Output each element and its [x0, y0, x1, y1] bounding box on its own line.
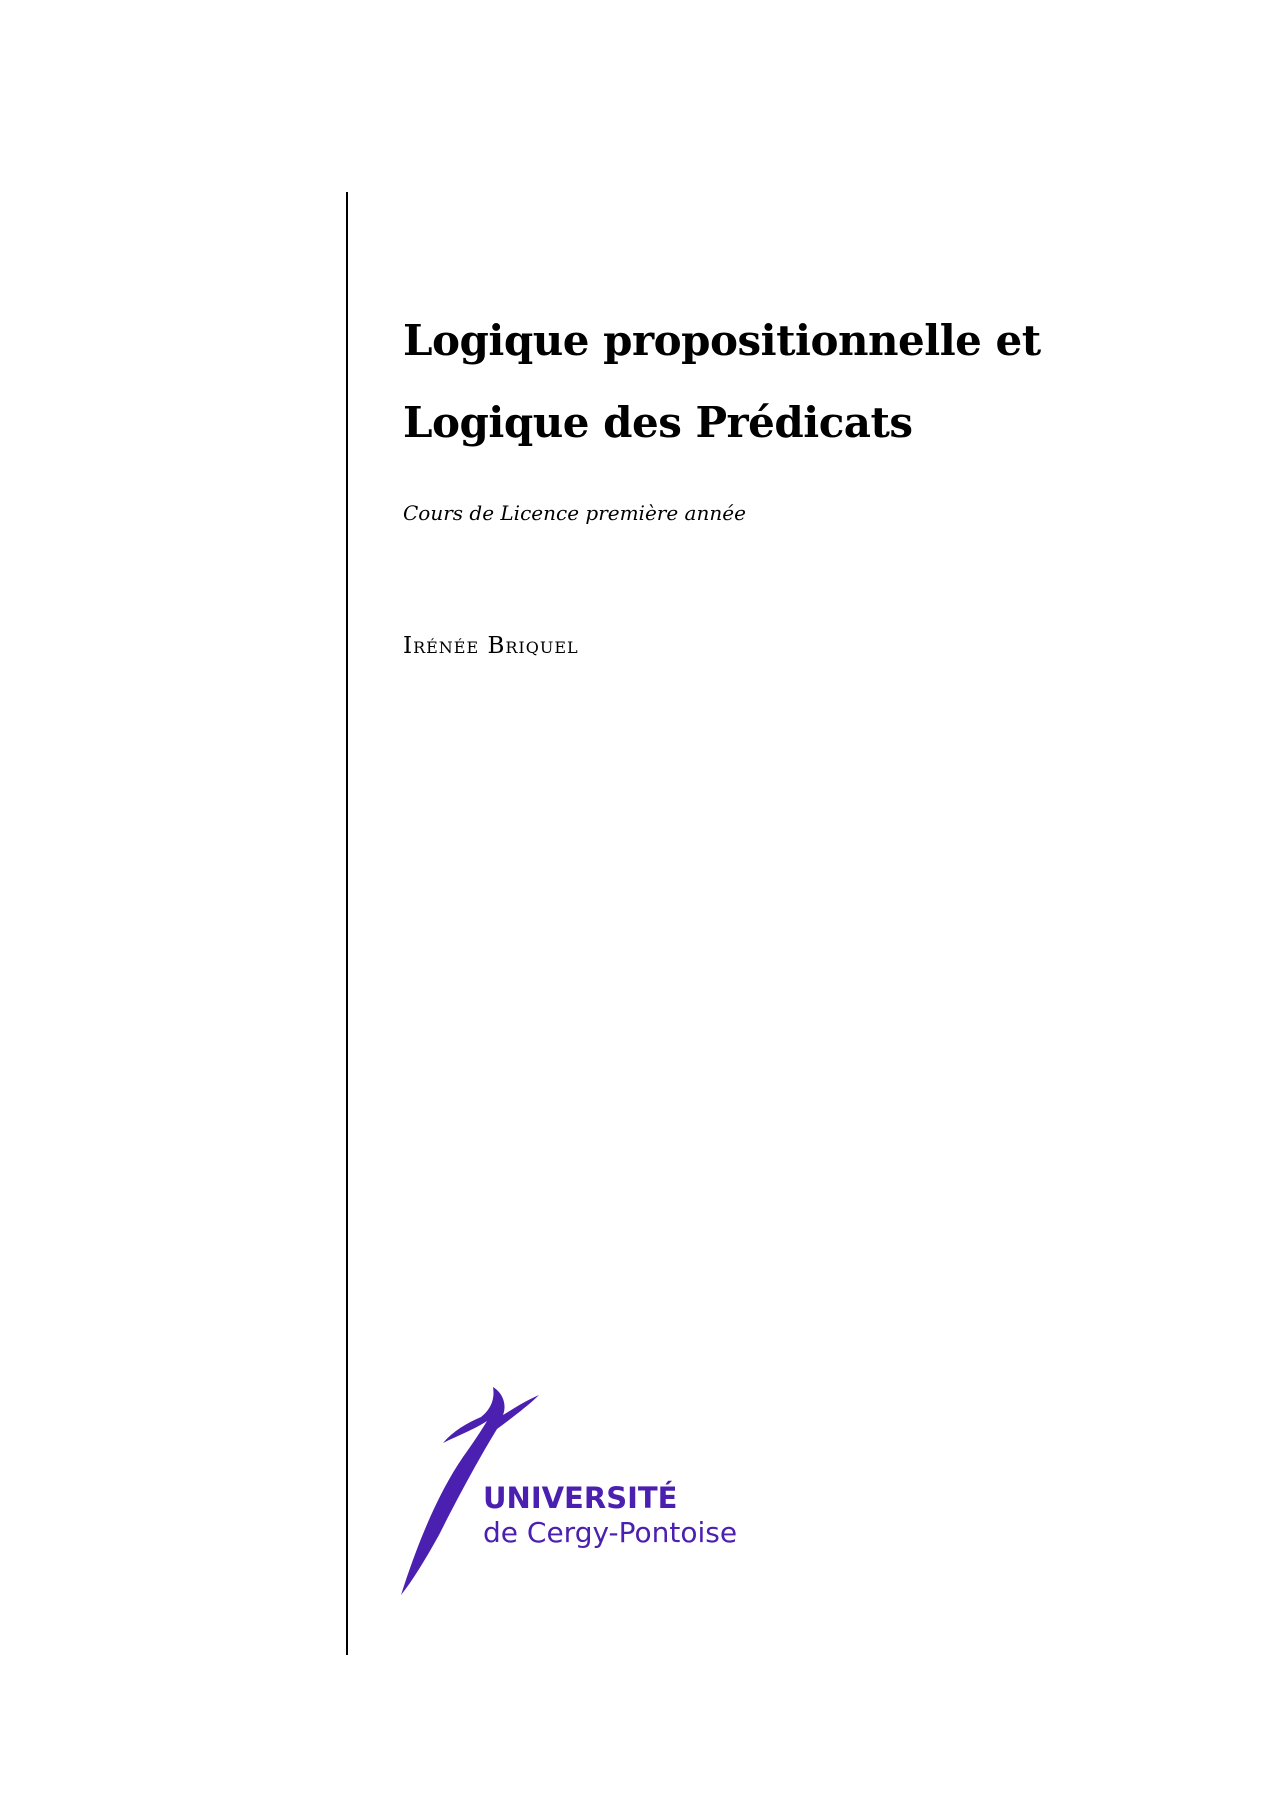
title-line-1: Logique propositionnelle et	[403, 316, 1041, 365]
title-line-2: Logique des Prédicats	[403, 398, 913, 447]
subtitle: Cours de Licence première année	[403, 501, 746, 525]
logo-university-label: UNIVERSITÉ	[483, 1481, 678, 1515]
logo-city-label: de Cergy-Pontoise	[483, 1516, 738, 1549]
author-name: Irénée Briquel	[403, 633, 579, 659]
vertical-rule	[346, 192, 348, 1655]
university-logo	[395, 1385, 755, 1605]
title-block	[403, 300, 1203, 464]
